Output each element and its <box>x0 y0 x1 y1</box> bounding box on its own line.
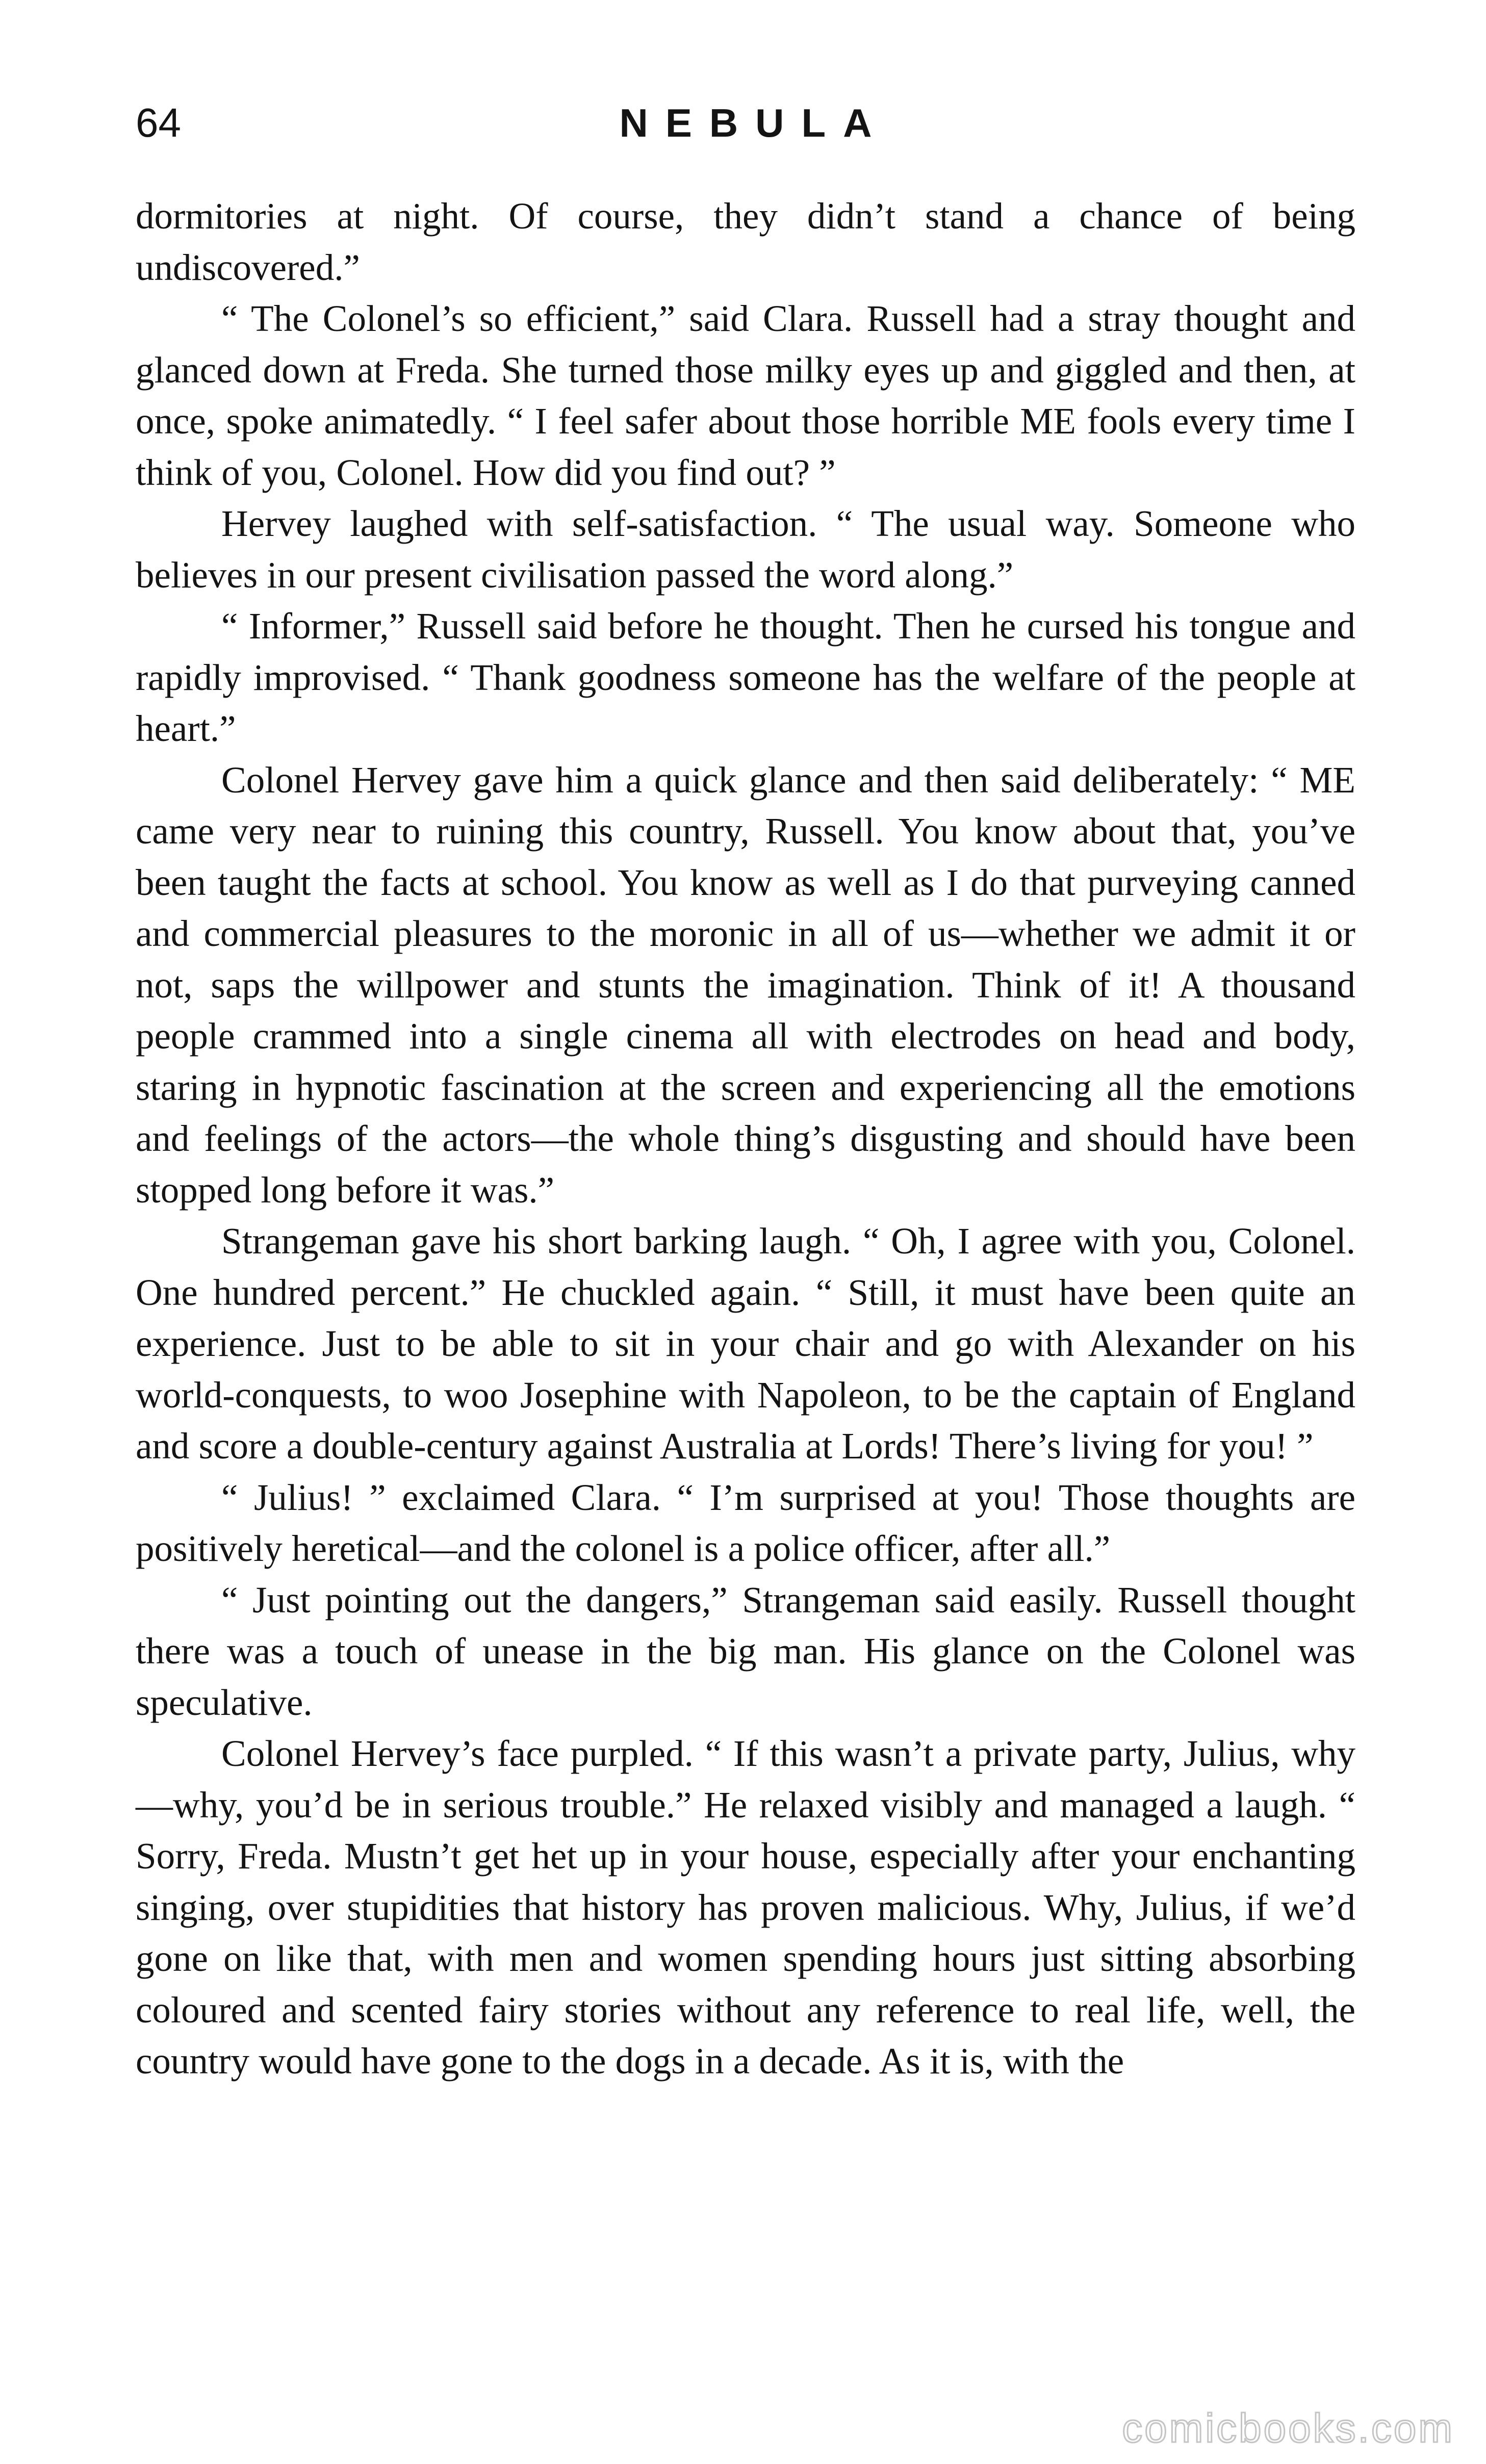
paragraph: “ The Colonel’s so efficient,” said Clara. Russell had a stray thought and glanced down at Freda. She turned those milky eyes up and giggled and then, at once, spoke animatedly. “ I feel safer about those horrible ME fools every time I think of you, Colonel. How did you find out? ” <box>136 298 1355 493</box>
paragraph: “ Julius! ” exclaimed Clara. “ I’m surprised at you! Those thoughts are positively heretical—and the colonel is a police officer, after all.” <box>136 1476 1355 1569</box>
watermark: comicbooks.com <box>1122 2405 1454 2451</box>
paragraph: “ Just pointing out the dangers,” Strangeman said easily. Russell thought there was a touch of unease in the big man. His glance on the Colonel was speculative. <box>136 1579 1355 1723</box>
paragraph: Strangeman gave his short barking laugh. “ Oh, I agree with you, Colonel. One hundred percent.” He chuckled again. “ Still, it must have been quite an experience. Just to be able to sit in your chair and go with Alexander on his world-conquests, to woo Josephine with Napoleon, to be the captain of England and score a double-century against Australia at Lords! There’s living for you! ” <box>136 1220 1355 1467</box>
paragraph: Colonel Hervey gave him a quick glance and then said deliberately: “ ME came very near to ruining this country, Russell. You know about that, you’ve been taught the facts at school. You know as well as I do that purveying canned and commercial pleasures to the moronic in all of us—whether we admit it or not, saps the willpower and stunts the imagination. Think of it! A thousand people crammed into a single cinema all with electrodes on head and body, staring in hypnotic fascination at the screen and experiencing all the emotions and feelings of the actors—the whole thing’s disgusting and should have been stopped long before it was.” <box>136 759 1355 1211</box>
page-number: 64 <box>136 100 181 145</box>
paragraph: Colonel Hervey’s face purpled. “ If this wasn’t a private party, Julius, why—why, you’d be in serious trouble.” He relaxed visibly and managed a laugh. “ Sorry, Freda. Mustn’t get het up in your house, especially after your enchanting singing, over stupidities that history has proven malicious. Why, Julius, if we’d gone on like that, with men and women spending hours just sitting absorbing coloured and scented fairy stories without any reference to real life, well, the country would have gone to the dogs in a decade. As it is, with the <box>136 1733 1355 2082</box>
running-head <box>136 95 1355 151</box>
paragraph: Hervey laughed with self-satisfaction. “ The usual way. Someone who believes in our present civilisation passed the word along.” <box>136 503 1355 596</box>
story-text <box>136 191 1355 2087</box>
magazine-title: NEBULA <box>619 100 889 145</box>
paragraph: “ Informer,” Russell said before he thought. Then he cursed his tongue and rapidly improvised. “ Thank goodness someone has the welfare of the people at heart.” <box>136 605 1355 749</box>
paragraph: dormitories at night. Of course, they didn’t stand a chance of being undiscovered.” <box>136 195 1355 288</box>
